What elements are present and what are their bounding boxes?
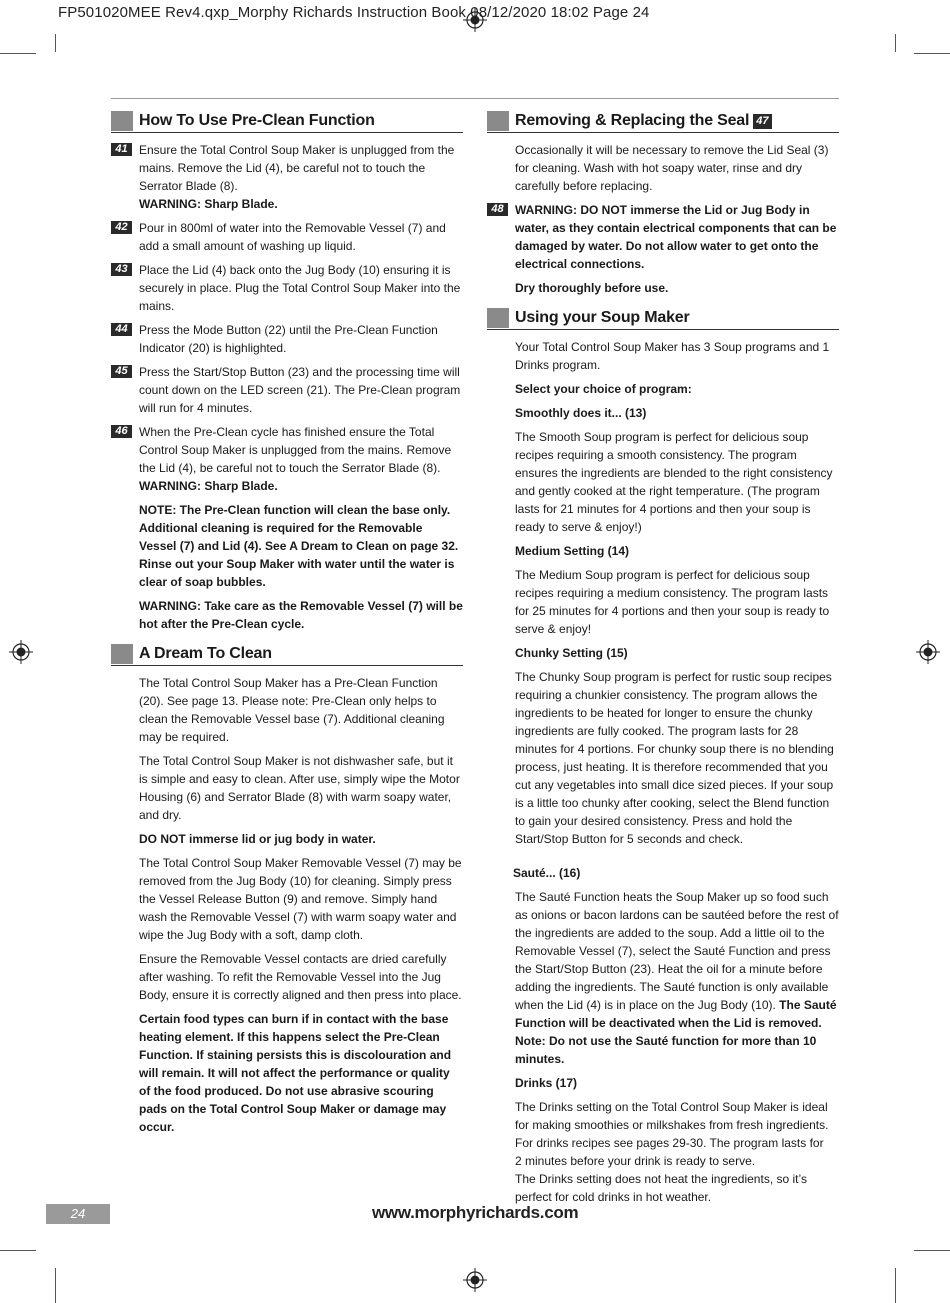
step-text: Press the Mode Button (22) until the Pre-Clean Function Indicator (20) is highlighted. [139, 323, 438, 355]
step-41 [111, 141, 463, 213]
step-text: Place the Lid (4) back onto the Jug Body (10) ensuring it is securely in place. Plug the Total Control Soup Maker into the mains. [139, 263, 461, 313]
step-number: 43 [111, 263, 132, 276]
crop-mark [0, 53, 36, 54]
subheading-chunky: Chunky Setting (15) [515, 646, 628, 660]
step-45 [111, 363, 463, 417]
section-title: Removing & Replacing the Seal [515, 112, 750, 129]
registration-mark-icon [463, 1268, 487, 1292]
paragraph-text: The Drinks setting does not heat the ingredients, so it’s perfect for cold drinks in hot weather. [515, 1172, 807, 1204]
paragraph-bold-text: The Sauté Function will be deactivated when the Lid is removed. Note: Do not use the Sauté function for more than 10 minutes. [515, 998, 837, 1066]
section-title: How To Use Pre-Clean Function [139, 112, 375, 129]
paragraph-text: The Sauté Function heats the Soup Maker up so food such as onions or bacon lardons can be sautéed before the rest of the ingredients are added to the soup. Add a little oil to the Removable Vessel (7), select the Sauté Function and press the Start/Stop Button (23). Heat the oil for a minute before adding the ingredients. The Sauté function is only available when the Lid (4) is in place on the Jug Body (10). [515, 890, 839, 1012]
step-text: Press the Start/Stop Button (23) and the processing time will count down on the LED screen (21). The Pre-Clean program will run for 4 minutes. [139, 365, 461, 415]
step-43 [111, 261, 463, 315]
section-heading-seal [487, 110, 839, 133]
paragraph: The Chunky Soup program is perfect for rustic soup recipes requiring a chunkier consistency. The program allows the ingredients to be heated for longer to ensure the chunky ingredients are fully cooked. The program lasts for 28 minutes for 4 portions. For chunky soup there is no blending process, just heating. It is therefore recommended that you cut any vegetables into small dice sized pieces. If your soup is a little too chunky after cooking, select the Blend function to gain your desired consistency. Press and hold the Start/Stop Button for 5 seconds and check. [515, 670, 834, 846]
crop-mark [895, 1268, 896, 1303]
crop-mark [914, 1250, 950, 1251]
crop-mark [895, 34, 896, 52]
subheading-smooth: Smoothly does it... (13) [515, 406, 647, 420]
left-column [111, 110, 463, 1142]
step-text: WARNING: DO NOT immerse the Lid or Jug Body in water, as they contain electrical components that can be damaged by water. Do not allow water to get onto the electrical connections. [515, 203, 837, 271]
page-number: 24 [46, 1204, 110, 1224]
step-badge: 47 [753, 114, 771, 129]
step-number: 42 [111, 221, 132, 234]
subheading-medium: Medium Setting (14) [515, 544, 630, 558]
step-text: Ensure the Total Control Soup Maker is unplugged from the mains. Remove the Lid (4), be careful not to touch the Serrator Blade (8). [139, 143, 455, 193]
paragraph: Ensure the Removable Vessel contacts are dried carefully after washing. To refit the Removable Vessel into the Jug Body, ensure it is correctly aligned and then press into place. [139, 952, 462, 1002]
paragraph: Occasionally it will be necessary to remove the Lid Seal (3) for cleaning. Wash with hot soapy water, rinse and dry carefully before replacing. [515, 143, 829, 193]
step-number: 41 [111, 143, 132, 156]
print-slug: FP501020MEE Rev4.qxp_Morphy Richards Instruction Book 08/12/2020 18:02 Page 24 [58, 4, 650, 21]
heading-square-icon [487, 308, 509, 328]
section-heading-using-soup-maker [487, 307, 839, 330]
registration-mark-icon [916, 640, 940, 664]
heading-square-icon [487, 111, 509, 131]
step-warning: WARNING: Sharp Blade. [139, 479, 278, 493]
paragraph-caution: Certain food types can burn if in contact with the base heating element. If this happens select the Pre-Clean Function. If staining persists this is discolouration and will remain. It will not affect the performance or quality of the food produced. Do not use abrasive scouring pads on the Total Control Soup Maker or damage may occur. [139, 1012, 452, 1134]
paragraph-drinks [487, 1098, 839, 1206]
subheading-drinks: Drinks (17) [515, 1076, 578, 1090]
section-heading-dream-to-clean [111, 643, 463, 666]
right-column [487, 110, 839, 1212]
paragraph: The Medium Soup program is perfect for delicious soup recipes requiring a medium consistency. The program lasts for 25 minutes for 4 portions and then your soup is ready to serve & enjoy! [515, 568, 830, 636]
registration-mark-icon [9, 640, 33, 664]
step-number: 45 [111, 365, 132, 378]
paragraph: Your Total Control Soup Maker has 3 Soup programs and 1 Drinks program. [515, 340, 830, 372]
section-title: A Dream To Clean [139, 645, 272, 662]
step-44 [111, 321, 463, 357]
subheading-saute: Sauté... (16) [513, 866, 581, 880]
step-warning: WARNING: Sharp Blade. [139, 197, 278, 211]
crop-mark [55, 1268, 56, 1303]
pre-clean-note: NOTE: The Pre-Clean function will clean the base only. Additional cleaning is required for the Removable Vessel (7) and Lid (4). See A Dream to Clean on page 32. Rinse out your Soup Maker with water until the water is clear of soap bubbles. [139, 503, 459, 589]
crop-mark [914, 53, 950, 54]
heading-square-icon [111, 644, 133, 664]
paragraph-text: The Drinks setting on the Total Control Soup Maker is ideal for making smoothies or milkshakes from fresh ingredients. For drinks recipes see pages 29-30. The program lasts for [515, 1100, 829, 1150]
subheading: Select your choice of program: [515, 382, 692, 396]
step-number: 44 [111, 323, 132, 336]
spacer [487, 854, 839, 864]
dry-note: Dry thoroughly before use. [515, 281, 669, 295]
heading-square-icon [111, 111, 133, 131]
step-number: 46 [111, 425, 132, 438]
header-rule [111, 98, 839, 99]
step-text: Pour in 800ml of water into the Removable Vessel (7) and add a small amount of washing up liquid. [139, 221, 446, 253]
pre-clean-warning: WARNING: Take care as the Removable Vessel (7) will be hot after the Pre-Clean cycle. [139, 599, 463, 631]
section-heading-pre-clean [111, 110, 463, 133]
paragraph: The Total Control Soup Maker is not dishwasher safe, but it is simple and easy to clean. After use, simply wipe the Motor Housing (6) and Serrator Blade (8) with warm soapy water, and dry. [139, 754, 460, 822]
paragraph: The Total Control Soup Maker has a Pre-Clean Function (20). See page 13. Please note: Pre-Clean only helps to clean the Removable Vessel base (7). Additional cleaning may be required. [139, 676, 445, 744]
paragraph: The Smooth Soup program is perfect for delicious soup recipes requiring a smooth consistency. The program ensures the ingredients are blended to the right consistency and gently cooked at the right temperature. (The program lasts for 21 minutes for 4 portions and then your soup is ready to serve & enjoy!) [515, 430, 833, 534]
step-46 [111, 423, 463, 495]
crop-mark [55, 34, 56, 52]
paragraph: The Total Control Soup Maker Removable Vessel (7) may be removed from the Jug Body (10) for cleaning. Simply press the Vessel Release Button (9) and remove. Simply hand wash the Removable Vessel (7) with warm soapy water and wipe the Jug Body with a soft, damp cloth. [139, 856, 462, 942]
step-number: 48 [487, 203, 508, 216]
step-text: When the Pre-Clean cycle has finished ensure the Total Control Soup Maker is unplugged from the mains. Remove the Lid (4), be careful not to touch the Serrator Blade (8). [139, 425, 452, 475]
paragraph-warning: DO NOT immerse lid or jug body in water. [139, 832, 376, 846]
paragraph-text: 2 minutes before your drink is ready to serve. [515, 1154, 756, 1168]
paragraph-saute [487, 888, 839, 1068]
step-48 [487, 201, 839, 273]
step-42 [111, 219, 463, 255]
section-title: Using your Soup Maker [515, 309, 690, 326]
crop-mark [0, 1250, 36, 1251]
footer-url: www.morphyrichards.com [372, 1203, 579, 1222]
